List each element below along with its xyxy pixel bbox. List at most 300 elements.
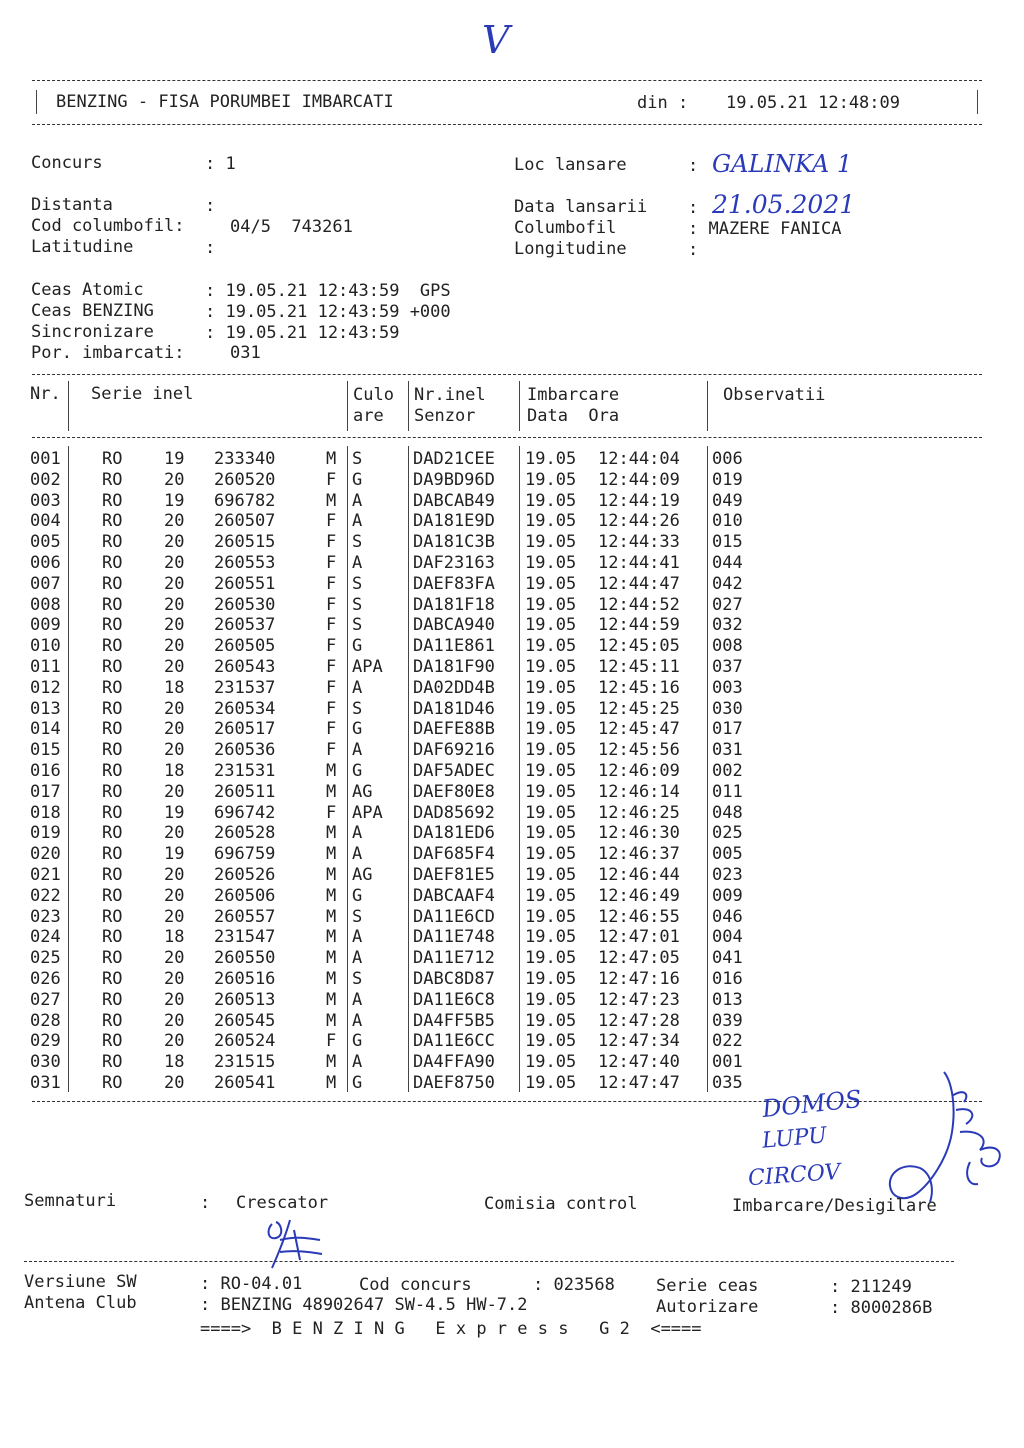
antena-club-value: : BENZING 48902647 SW-4.5 HW-7.2 — [200, 1295, 528, 1315]
sensor-ring: DABCA940 — [413, 615, 495, 636]
sex: F — [326, 552, 337, 573]
body-sep-2 — [347, 446, 348, 1092]
row-number: 025 — [30, 948, 61, 969]
ceas-benzing-value: : 19.05.21 12:43:59 +000 — [205, 302, 451, 322]
sex: M — [326, 1072, 337, 1093]
boarding-time: 12:47:28 — [598, 1010, 680, 1031]
distanta-label: Distanta — [31, 195, 113, 215]
boarding-time: 12:45:05 — [598, 636, 680, 657]
antena-club-label: Antena Club — [24, 1293, 137, 1313]
color: A — [352, 989, 363, 1010]
boarding-date: 19.05 — [525, 844, 577, 865]
ring-country: RO — [102, 677, 123, 698]
control-signature — [860, 1066, 1010, 1216]
color: APA — [352, 802, 383, 823]
header-sep-2 — [347, 381, 348, 431]
sensor-ring: DA181F18 — [413, 594, 495, 615]
ring-year: 20 — [164, 885, 185, 906]
row-number: 009 — [30, 615, 61, 636]
ring-year: 20 — [164, 989, 185, 1010]
color: A — [352, 552, 363, 573]
color: A — [352, 511, 363, 532]
ring-year: 18 — [164, 760, 185, 781]
ring-country: RO — [102, 802, 123, 823]
footer-top-rule — [24, 1261, 954, 1262]
sex: M — [326, 781, 337, 802]
distanta-value: : — [205, 196, 216, 216]
boarding-time: 12:46:44 — [598, 864, 680, 885]
row-number: 014 — [30, 719, 61, 740]
sensor-ring: DA181E9D — [413, 511, 495, 532]
observation: 011 — [712, 781, 743, 802]
color: A — [352, 823, 363, 844]
sex: F — [326, 469, 337, 490]
ring-number: 260517 — [214, 719, 276, 740]
boarding-date: 19.05 — [525, 906, 577, 927]
row-number: 005 — [30, 532, 61, 553]
header-sep-4 — [519, 381, 520, 431]
sensor-ring: DA11E748 — [413, 927, 495, 948]
boarding-date: 19.05 — [525, 656, 577, 677]
ring-country: RO — [102, 594, 123, 615]
ring-year: 20 — [164, 1031, 185, 1052]
ring-year: 18 — [164, 677, 185, 698]
serie-ceas-label: Serie ceas — [656, 1276, 759, 1296]
sex: F — [326, 740, 337, 761]
row-number: 008 — [30, 594, 61, 615]
boarding-time: 12:44:33 — [598, 532, 680, 553]
ring-year: 20 — [164, 552, 185, 573]
boarding-time: 12:44:09 — [598, 469, 680, 490]
boarding-date: 19.05 — [525, 948, 577, 969]
ring-year: 18 — [164, 1052, 185, 1073]
ring-number: 231531 — [214, 760, 276, 781]
sincronizare-label: Sincronizare — [31, 322, 154, 342]
row-number: 012 — [30, 677, 61, 698]
boarding-date: 19.05 — [525, 885, 577, 906]
color: A — [352, 1052, 363, 1073]
color: G — [352, 469, 363, 490]
column-observatii-header: Observatii — [723, 385, 826, 405]
ring-number: 233340 — [214, 449, 276, 469]
ring-year: 20 — [164, 532, 185, 553]
boarding-time: 12:46:14 — [598, 781, 680, 802]
boarding-date: 19.05 — [525, 760, 577, 781]
row-number: 004 — [30, 511, 61, 532]
ring-country: RO — [102, 844, 123, 865]
handwritten-name-2: LUPU — [761, 1123, 828, 1154]
ring-number: 231515 — [214, 1052, 276, 1073]
ring-year: 20 — [164, 1010, 185, 1031]
autorizare-value: : 8000286B — [830, 1298, 933, 1318]
column-culoare-header-2: are — [353, 406, 384, 426]
ring-year: 20 — [164, 511, 185, 532]
sex: F — [326, 719, 337, 740]
sensor-ring: DA181F90 — [413, 656, 495, 677]
sensor-ring: DA02DD4B — [413, 677, 495, 698]
columbofil-value: : MAZERE FANICA — [688, 219, 842, 239]
color: A — [352, 948, 363, 969]
ring-country: RO — [102, 927, 123, 948]
ring-number: 260543 — [214, 656, 276, 677]
color: A — [352, 490, 363, 511]
color: G — [352, 1031, 363, 1052]
boarding-date: 19.05 — [525, 698, 577, 719]
observation: 042 — [712, 573, 743, 594]
row-number: 001 — [30, 449, 61, 469]
sex: M — [326, 885, 337, 906]
boarding-date: 19.05 — [525, 511, 577, 532]
cod-concurs-value: : 023568 — [533, 1275, 615, 1295]
ring-number: 260551 — [214, 573, 276, 594]
sensor-ring: DAF69216 — [413, 740, 495, 761]
boarding-date: 19.05 — [525, 781, 577, 802]
ring-number: 260537 — [214, 615, 276, 636]
boarding-time: 12:45:47 — [598, 719, 680, 740]
semnaturi-sep: : — [200, 1193, 211, 1213]
observation: 027 — [712, 594, 743, 615]
color: G — [352, 636, 363, 657]
boarding-time: 12:44:47 — [598, 573, 680, 594]
ring-number: 260557 — [214, 906, 276, 927]
sensor-ring: DA11E6CC — [413, 1031, 495, 1052]
boarding-time: 12:47:05 — [598, 948, 680, 969]
observation: 019 — [712, 469, 743, 490]
observation: 006 — [712, 449, 743, 469]
ring-year: 20 — [164, 656, 185, 677]
boarding-date: 19.05 — [525, 989, 577, 1010]
ring-year: 20 — [164, 573, 185, 594]
ring-country: RO — [102, 490, 123, 511]
row-number: 011 — [30, 656, 61, 677]
porumbei-imbarcati-value: 031 — [230, 343, 261, 363]
ring-country: RO — [102, 740, 123, 761]
row-number: 022 — [30, 885, 61, 906]
observation: 013 — [712, 989, 743, 1010]
ring-country: RO — [102, 698, 123, 719]
color: AG — [352, 864, 373, 885]
row-number: 019 — [30, 823, 61, 844]
observation: 023 — [712, 864, 743, 885]
sensor-ring: DAD21CEE — [413, 449, 495, 469]
ring-country: RO — [102, 511, 123, 532]
column-dataora-header: Data Ora — [527, 406, 620, 426]
sensor-ring: DA181ED6 — [413, 823, 495, 844]
boarding-date: 19.05 — [525, 1072, 577, 1093]
sex: M — [326, 1010, 337, 1031]
sex: F — [326, 698, 337, 719]
row-number: 017 — [30, 781, 61, 802]
boarding-date: 19.05 — [525, 864, 577, 885]
ring-year: 18 — [164, 927, 185, 948]
row-number: 030 — [30, 1052, 61, 1073]
table-header-bottom-rule — [32, 437, 982, 438]
latitudine-label: Latitudine — [31, 237, 134, 257]
sheet-date-value: 19.05.21 12:48:09 — [726, 93, 900, 113]
observation: 010 — [712, 511, 743, 532]
boarding-date: 19.05 — [525, 677, 577, 698]
sex: F — [326, 594, 337, 615]
boarding-date: 19.05 — [525, 927, 577, 948]
handwritten-name-3: CIRCOV — [747, 1159, 842, 1192]
boarding-time: 12:44:26 — [598, 511, 680, 532]
sex: F — [326, 1031, 337, 1052]
ring-number: 260545 — [214, 1010, 276, 1031]
observation: 048 — [712, 802, 743, 823]
handwritten-name-1: DOMOS — [760, 1084, 863, 1124]
header-sep-5 — [707, 381, 708, 431]
boarding-date: 19.05 — [525, 968, 577, 989]
observation: 016 — [712, 968, 743, 989]
sex: M — [326, 948, 337, 969]
observation: 003 — [712, 677, 743, 698]
sensor-ring: DAF23163 — [413, 552, 495, 573]
sensor-ring: DAEF8750 — [413, 1072, 495, 1093]
body-sep-1 — [68, 446, 69, 1092]
ring-country: RO — [102, 532, 123, 553]
boarding-time: 12:44:19 — [598, 490, 680, 511]
ring-country: RO — [102, 615, 123, 636]
ring-country: RO — [102, 968, 123, 989]
ring-country: RO — [102, 1072, 123, 1093]
sensor-ring: DA4FF5B5 — [413, 1010, 495, 1031]
observation: 030 — [712, 698, 743, 719]
ring-country: RO — [102, 1010, 123, 1031]
sex: M — [326, 823, 337, 844]
ring-country: RO — [102, 948, 123, 969]
sensor-ring: DABCAAF4 — [413, 885, 495, 906]
observation: 025 — [712, 823, 743, 844]
sex: F — [326, 636, 337, 657]
color: S — [352, 532, 363, 553]
loc-lansare-label: Loc lansare — [514, 155, 627, 175]
boarding-time: 12:45:25 — [598, 698, 680, 719]
ring-country: RO — [102, 864, 123, 885]
boarding-time: 12:45:56 — [598, 740, 680, 761]
observation: 041 — [712, 948, 743, 969]
color: G — [352, 719, 363, 740]
header-top-rule — [32, 80, 982, 81]
sincronizare-value: : 19.05.21 12:43:59 — [205, 323, 400, 343]
ring-number: 260550 — [214, 948, 276, 969]
ring-country: RO — [102, 885, 123, 906]
latitudine-value: : — [205, 238, 216, 258]
color: G — [352, 760, 363, 781]
sex: M — [326, 989, 337, 1010]
boarding-time: 12:47:47 — [598, 1072, 680, 1093]
sensor-ring: DABC8D87 — [413, 968, 495, 989]
boarding-date: 19.05 — [525, 1010, 577, 1031]
ring-number: 260530 — [214, 594, 276, 615]
body-sep-5 — [707, 446, 708, 1092]
observation: 031 — [712, 740, 743, 761]
ring-number: 260553 — [214, 552, 276, 573]
ring-number: 260505 — [214, 636, 276, 657]
imbarcare-desigilare-label: Imbarcare/Desigilare — [732, 1196, 937, 1216]
row-number: 027 — [30, 989, 61, 1010]
sheet-date-label: din : — [637, 93, 689, 113]
crescator-label: Crescator — [236, 1193, 329, 1213]
color: G — [352, 885, 363, 906]
ceas-atomic-value: : 19.05.21 12:43:59 GPS — [205, 281, 451, 301]
ring-year: 20 — [164, 968, 185, 989]
sex: F — [326, 573, 337, 594]
color: A — [352, 740, 363, 761]
boarding-date: 19.05 — [525, 740, 577, 761]
versiune-sw-value: : RO-04.01 — [200, 1274, 303, 1294]
ring-number: 260516 — [214, 968, 276, 989]
observation: 049 — [712, 490, 743, 511]
color: APA — [352, 656, 383, 677]
row-number: 031 — [30, 1072, 61, 1093]
column-serie-header: Serie inel — [91, 384, 194, 404]
boarding-time: 12:45:11 — [598, 656, 680, 677]
serie-ceas-value: : 211249 — [830, 1277, 912, 1297]
ring-number: 260506 — [214, 885, 276, 906]
boarding-time: 12:46:37 — [598, 844, 680, 865]
boarding-date: 19.05 — [525, 802, 577, 823]
observation: 032 — [712, 615, 743, 636]
column-culoare-header: Culo — [353, 385, 394, 405]
cod-concurs-label: Cod concurs — [359, 1275, 472, 1295]
data-lansarii-label: Data lansarii — [514, 197, 648, 217]
row-number: 013 — [30, 698, 61, 719]
row-number: 029 — [30, 1031, 61, 1052]
color: A — [352, 1010, 363, 1031]
boarding-date: 19.05 — [525, 615, 577, 636]
color: A — [352, 844, 363, 865]
boarding-date: 19.05 — [525, 449, 577, 469]
header-right-bar — [977, 90, 978, 114]
body-sep-3 — [408, 446, 409, 1092]
boarding-time: 12:45:16 — [598, 677, 680, 698]
boarding-time: 12:46:09 — [598, 760, 680, 781]
ring-country: RO — [102, 573, 123, 594]
ring-country: RO — [102, 823, 123, 844]
comisia-control-label: Comisia control — [484, 1194, 638, 1214]
table-header-top-rule — [32, 374, 982, 375]
row-number: 006 — [30, 552, 61, 573]
ring-year: 20 — [164, 698, 185, 719]
sex: M — [326, 760, 337, 781]
boarding-time: 12:44:59 — [598, 615, 680, 636]
boarding-date: 19.05 — [525, 532, 577, 553]
sensor-ring: DAD85692 — [413, 802, 495, 823]
header-bottom-rule — [32, 124, 982, 125]
color: S — [352, 968, 363, 989]
boarding-time: 12:44:04 — [598, 449, 680, 469]
longitudine-value: : — [688, 240, 699, 260]
observation: 009 — [712, 885, 743, 906]
row-number: 003 — [30, 490, 61, 511]
sex: F — [326, 677, 337, 698]
ring-country: RO — [102, 719, 123, 740]
sex: F — [326, 511, 337, 532]
ring-country: RO — [102, 989, 123, 1010]
observation: 022 — [712, 1031, 743, 1052]
cod-columbofil-value: 04/5 743261 — [230, 217, 353, 237]
sensor-ring: DA9BD96D — [413, 469, 495, 490]
row-number: 010 — [30, 636, 61, 657]
color: S — [352, 573, 363, 594]
sensor-ring: DA4FFA90 — [413, 1052, 495, 1073]
ring-number: 260513 — [214, 989, 276, 1010]
ring-year: 19 — [164, 449, 185, 469]
column-nr-header: Nr. — [30, 384, 61, 404]
boarding-time: 12:47:34 — [598, 1031, 680, 1052]
ring-number: 696759 — [214, 844, 276, 865]
boarding-time: 12:47:16 — [598, 968, 680, 989]
ring-year: 20 — [164, 740, 185, 761]
color: S — [352, 594, 363, 615]
ring-year: 20 — [164, 594, 185, 615]
color: A — [352, 677, 363, 698]
boarding-time: 12:47:01 — [598, 927, 680, 948]
ring-country: RO — [102, 781, 123, 802]
header-sep-1 — [68, 381, 69, 431]
boarding-date: 19.05 — [525, 594, 577, 615]
sex: M — [326, 864, 337, 885]
sensor-ring: DA181D46 — [413, 698, 495, 719]
ring-year: 20 — [164, 615, 185, 636]
sensor-ring: DA11E6CD — [413, 906, 495, 927]
observation: 035 — [712, 1072, 743, 1093]
ring-year: 20 — [164, 823, 185, 844]
boarding-time: 12:44:41 — [598, 552, 680, 573]
ring-year: 19 — [164, 802, 185, 823]
benzing-express-banner: ====> B E N Z I N G E x p r e s s G 2 <==== — [200, 1319, 702, 1339]
boarding-date: 19.05 — [525, 823, 577, 844]
ring-year: 20 — [164, 636, 185, 657]
observation: 001 — [712, 1052, 743, 1073]
ring-number: 696742 — [214, 802, 276, 823]
color: S — [352, 449, 363, 469]
data-lansarii-sep: : — [688, 198, 699, 218]
ring-year: 20 — [164, 469, 185, 490]
autorizare-label: Autorizare — [656, 1297, 759, 1317]
ring-number: 231547 — [214, 927, 276, 948]
ring-country: RO — [102, 552, 123, 573]
row-number: 021 — [30, 864, 61, 885]
ring-year: 20 — [164, 864, 185, 885]
boarding-time: 12:47:40 — [598, 1052, 680, 1073]
versiune-sw-label: Versiune SW — [24, 1272, 137, 1292]
observation: 017 — [712, 719, 743, 740]
sex: M — [326, 490, 337, 511]
row-number: 024 — [30, 927, 61, 948]
sensor-ring: DA11E6C8 — [413, 989, 495, 1010]
concurs-value: : 1 — [205, 154, 236, 174]
ring-country: RO — [102, 906, 123, 927]
ring-country: RO — [102, 760, 123, 781]
ring-number: 260520 — [214, 469, 276, 490]
ring-number: 696782 — [214, 490, 276, 511]
longitudine-label: Longitudine — [514, 239, 627, 259]
ring-year: 20 — [164, 906, 185, 927]
boarding-date: 19.05 — [525, 636, 577, 657]
ring-number: 260524 — [214, 1031, 276, 1052]
row-number: 002 — [30, 469, 61, 490]
loc-lansare-sep: : — [688, 156, 699, 176]
ring-number: 260536 — [214, 740, 276, 761]
row-number: 020 — [30, 844, 61, 865]
sex: M — [326, 1052, 337, 1073]
ring-number: 260507 — [214, 511, 276, 532]
observation: 015 — [712, 532, 743, 553]
observation: 008 — [712, 636, 743, 657]
sensor-ring: DAEF81E5 — [413, 864, 495, 885]
sensor-ring: DABCAB49 — [413, 490, 495, 511]
